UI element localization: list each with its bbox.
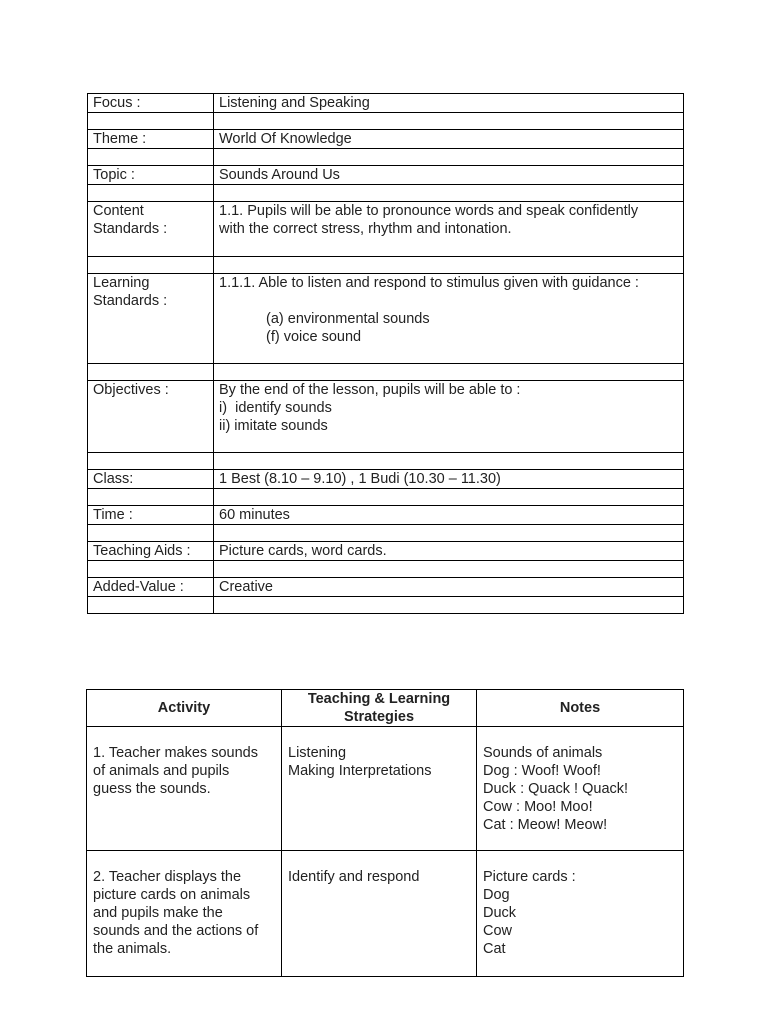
topic-label: Topic : (88, 166, 214, 185)
time-row (88, 506, 684, 525)
spacer-row (88, 561, 684, 578)
time-label: Time : (88, 506, 214, 525)
class-row (88, 470, 684, 489)
spacer-row (88, 489, 684, 506)
learning-standards-row (88, 274, 684, 364)
theme-row (88, 130, 684, 149)
activity-cell: 2. Teacher displays the picture cards on animals and pupils make the sounds and the actions of the animals. (87, 851, 282, 977)
content-standards-row (88, 202, 684, 257)
spacer-row (88, 597, 684, 614)
lesson-plan-table (87, 93, 684, 614)
added-value-row (88, 578, 684, 597)
strategies-header: Teaching & Learning Strategies (282, 690, 477, 727)
activity-row (87, 727, 684, 851)
focus-label: Focus : (88, 94, 214, 113)
activity-header: Activity (87, 690, 282, 727)
activity-row (87, 851, 684, 977)
teaching-aids-value: Picture cards, word cards. (214, 542, 684, 561)
strategies-cell: Identify and respond (282, 851, 477, 977)
teaching-aids-label: Teaching Aids : (88, 542, 214, 561)
content-standards-value: 1.1. Pupils will be able to pronounce words and speak confidently with the correct stress, rhythm and intonation. (214, 202, 684, 257)
focus-row (88, 94, 684, 113)
objective-ii: ii) imitate sounds (219, 418, 328, 434)
notes-cell: Sounds of animals Dog : Woof! Woof! Duck : Quack ! Quack! Cow : Moo! Moo! Cat : Meow! Meow! (477, 727, 684, 851)
focus-value: Listening and Speaking (214, 94, 684, 113)
objectives-label: Objectives : (88, 381, 214, 453)
objective-i: i) identify sounds (219, 400, 332, 416)
class-value: 1 Best (8.10 – 9.10) , 1 Budi (10.30 – 11.30) (214, 470, 684, 489)
learning-item-f: (f) voice sound (266, 329, 362, 345)
topic-row (88, 166, 684, 185)
notes-header: Notes (477, 690, 684, 727)
notes-cell: Picture cards : Dog Duck Cow Cat (477, 851, 684, 977)
spacer-row (88, 185, 684, 202)
topic-value: Sounds Around Us (214, 166, 684, 185)
class-label: Class: (88, 470, 214, 489)
learning-standards-value: 1.1.1. Able to listen and respond to stimulus given with guidance : (a) environmental sounds (f) voice sound (214, 274, 684, 364)
strategies-cell: Listening Making Interpretations (282, 727, 477, 851)
teaching-aids-row (88, 542, 684, 561)
theme-value: World Of Knowledge (214, 130, 684, 149)
spacer-row (88, 257, 684, 274)
spacer-row (88, 149, 684, 166)
added-value-label: Added-Value : (88, 578, 214, 597)
theme-label: Theme : (88, 130, 214, 149)
time-value: 60 minutes (214, 506, 684, 525)
content-standards-label: Content Standards : (88, 202, 214, 257)
learning-item-a: (a) environmental sounds (266, 311, 430, 327)
learning-standards-label: Learning Standards : (88, 274, 214, 364)
spacer-row (88, 364, 684, 381)
objectives-row (88, 381, 684, 453)
spacer-row (88, 113, 684, 130)
spacer-row (88, 453, 684, 470)
activity-table (86, 689, 684, 977)
activity-header-row (87, 690, 684, 727)
objectives-value: By the end of the lesson, pupils will be able to : i) identify sounds ii) imitate sounds (214, 381, 684, 453)
activity-cell: 1. Teacher makes sounds of animals and pupils guess the sounds. (87, 727, 282, 851)
added-value-value: Creative (214, 578, 684, 597)
spacer-row (88, 525, 684, 542)
